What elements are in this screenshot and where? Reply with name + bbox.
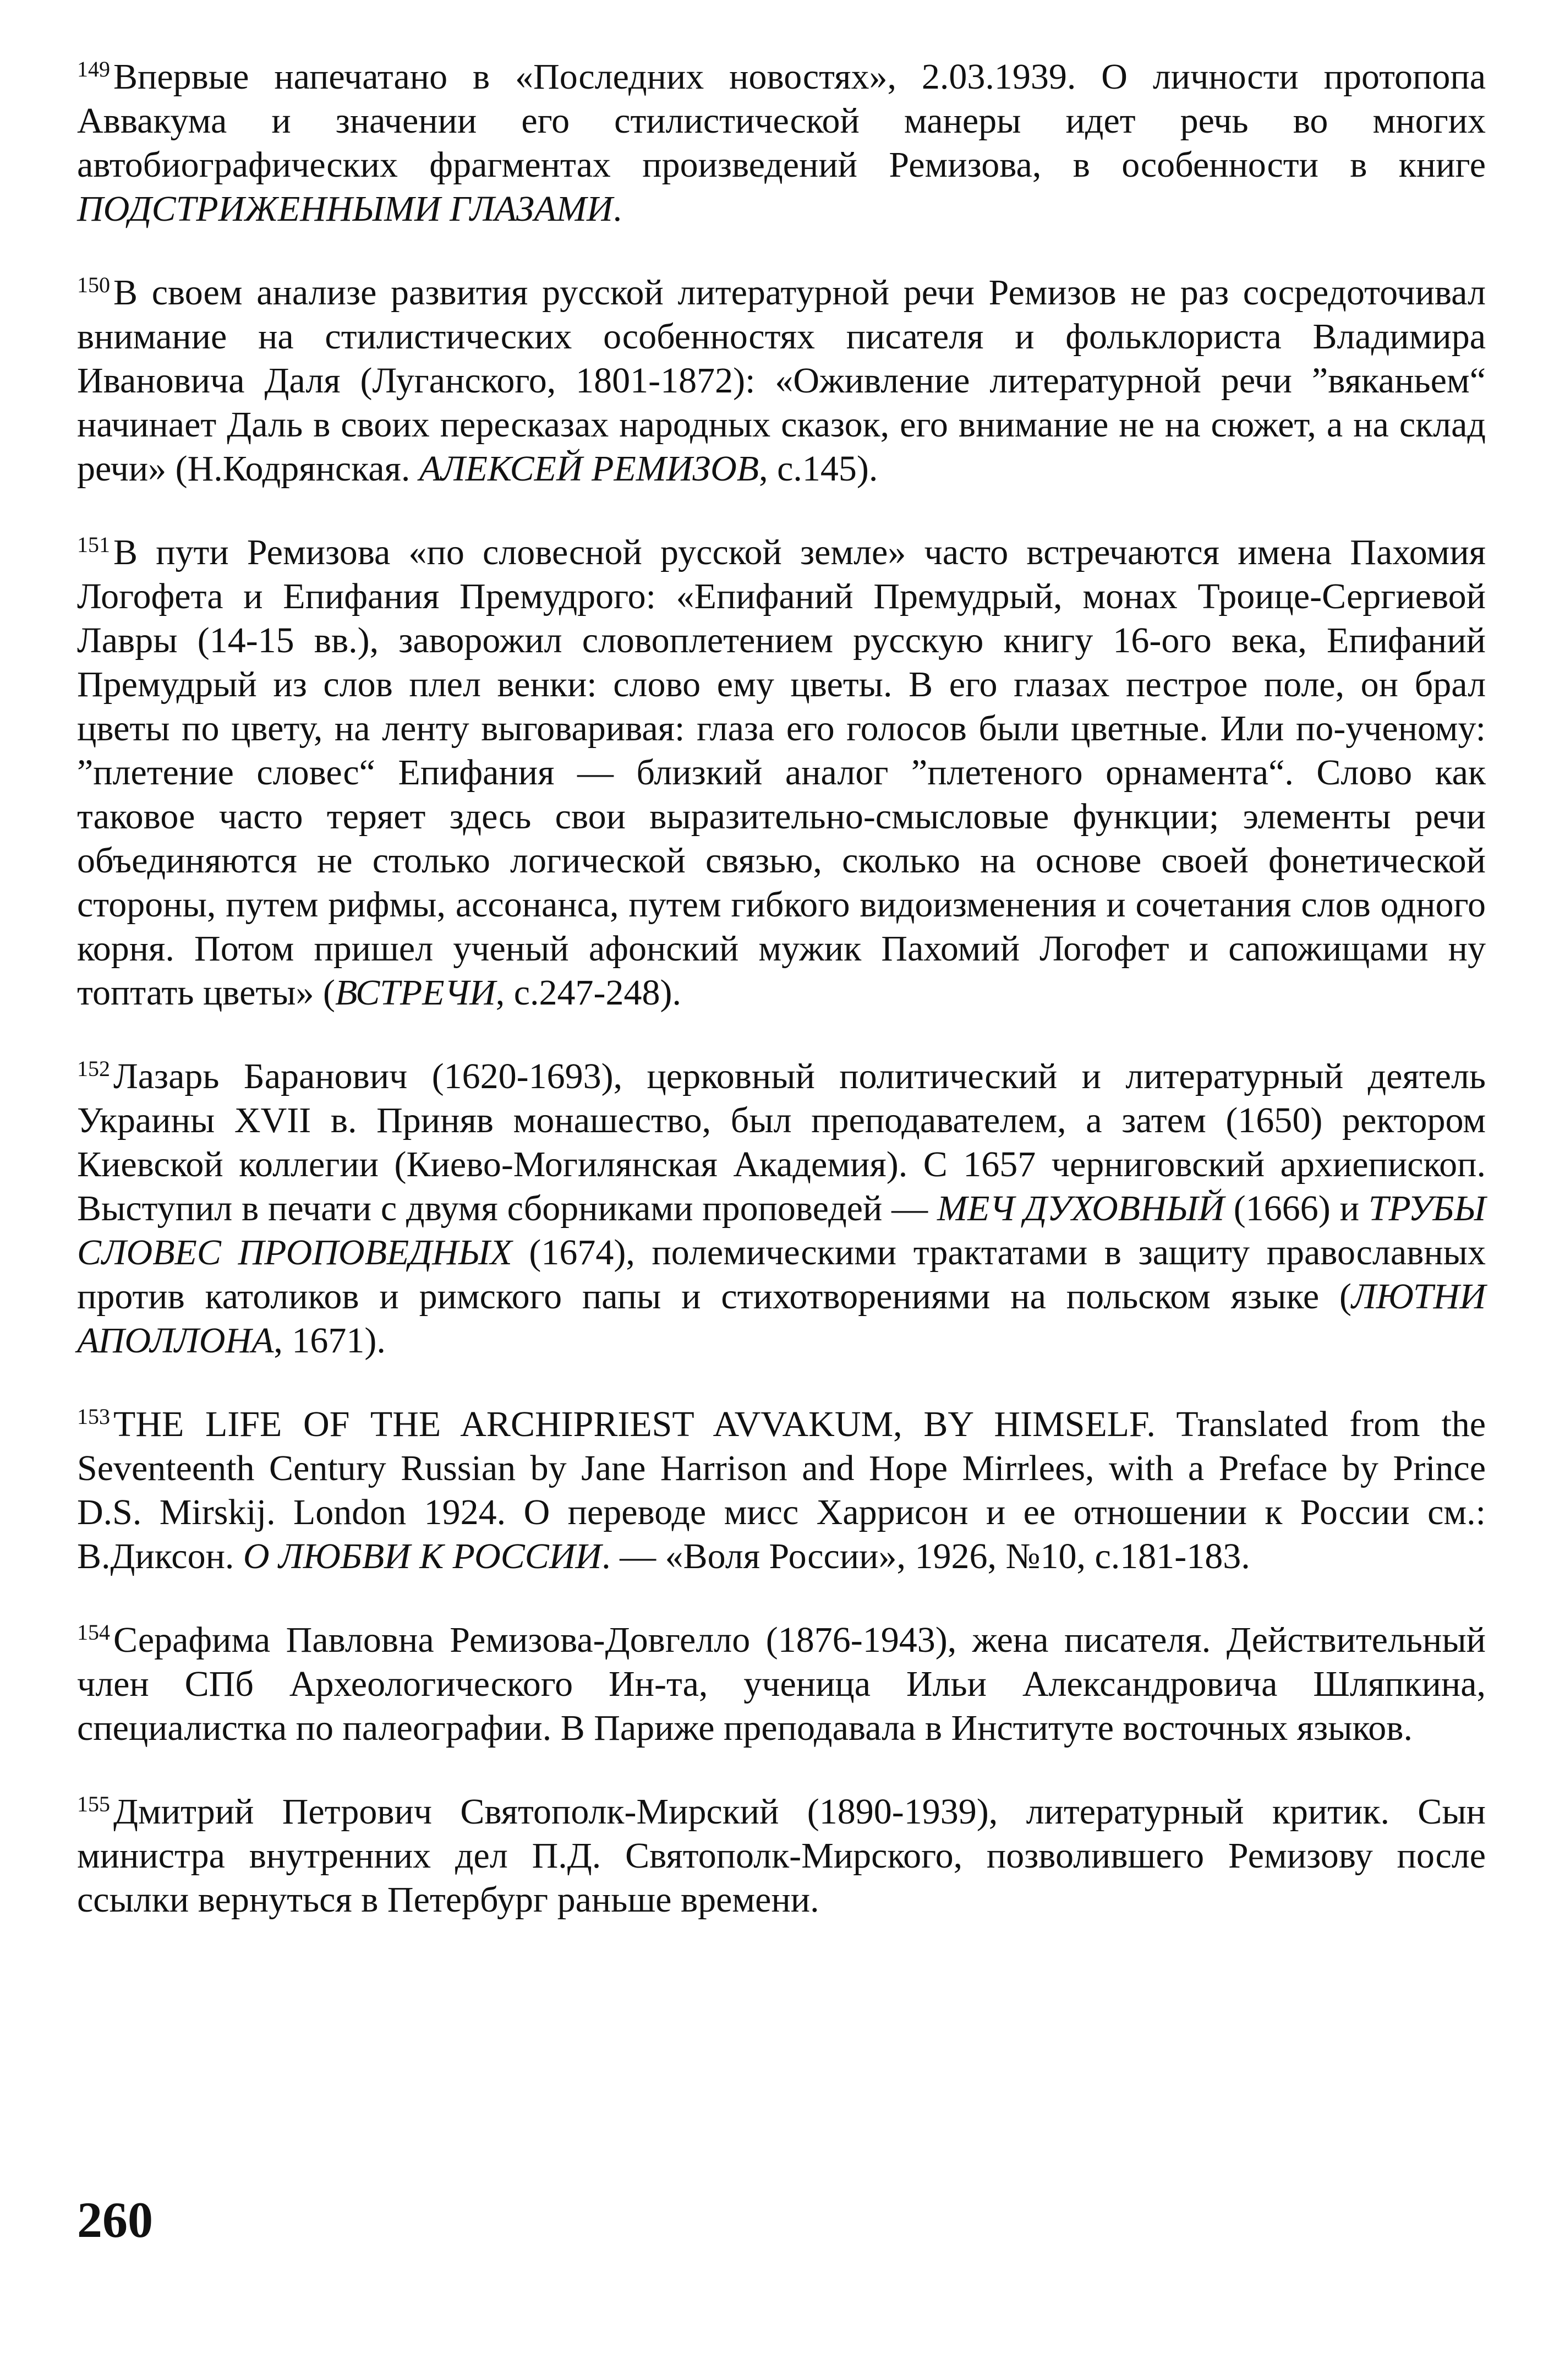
footnote-number: 149	[77, 57, 110, 81]
footnote-text: , 1671).	[273, 1320, 386, 1361]
book-title: ПОДСТРИЖЕННЫМИ ГЛАЗАМИ	[77, 189, 613, 229]
footnote-number: 152	[77, 1056, 110, 1081]
footnote-number: 151	[77, 532, 110, 557]
footnote-text: В пути Ремизова «по словесной русской земле» часто встречаются имена Пахомия Логофета и Епифания Премудрого: «Епифаний Премудрый, монах Троице-Сергиевой Лавры (14-15 вв.), заворожил словоплетением русскую книгу 16-ого века, Епифаний Премудрый из слов плел венки: слово ему цветы. В его глазах пестрое поле, он брал цветы по цвету, на ленту выговаривая: глаза его голосов были цветные. Или по-ученому: ”плетение словес“ Епифания — близкий аналог ”плетеного орнамента“. Слово как таковое часто теряет здесь свои выразительно-смысловые функции; элементы речи объединяются не столько логической связью, сколько на основе своей фонетической стороны, путем рифмы, ассонанса, путем гибкого видоизменения и сочетания слов одного корня. Потом пришел ученый афонский мужик Пахомий Логофет и сапожищами ну топтать цветы» (	[77, 532, 1486, 1013]
footnote-155	[77, 1790, 1486, 1922]
footnote-text: В своем анализе развития русской литературной речи Ремизов не раз сосредоточивал внимание на стилистических особенностях писателя и фольклориста Владимира Ивановича Даля (Луганского, 1801-1872): «Оживление литературной речи ”вяканьем“ начинает Даль в своих пересказах народных сказок, его внимание не на сюжет, а на склад речи» (Н.Кодрянская.	[77, 272, 1486, 489]
footnote-number: 153	[77, 1404, 110, 1429]
footnote-text: , с.247-248).	[495, 973, 682, 1013]
book-title: ЛЮТНИ АПОЛЛОНА	[77, 1276, 1486, 1361]
book-title: ТРУБЫ СЛОВЕС ПРОПОВЕДНЫХ	[77, 1188, 1486, 1273]
footnote-151	[77, 531, 1486, 1015]
book-title: ВСТРЕЧИ	[335, 973, 496, 1013]
footnote-number: 154	[77, 1620, 110, 1645]
footnote-text: .	[612, 189, 622, 229]
footnote-152	[77, 1055, 1486, 1363]
footnote-text: (1674), полемическими трактатами в защиту православных против католиков и римского папы и стихотворениями на польском языке (	[77, 1232, 1486, 1317]
footnote-number: 150	[77, 272, 110, 297]
footnote-150	[77, 271, 1486, 491]
book-title: О ЛЮБВИ К РОССИИ	[243, 1536, 602, 1576]
footnote-text: THE LIFE OF THE ARCHIPRIEST AVVAKUM, BY HIMSELF. Translated from the Seventeenth Century Russian by Jane Harrison and Hope Mirrlees, with a Preface by Prince D.S. Mirskij. London 1924. О переводе мисс Харрисон и ее отношении к России см.: В.Диксон.	[77, 1404, 1486, 1576]
footnote-149	[77, 55, 1486, 231]
footnote-154	[77, 1618, 1486, 1750]
footnote-text: Впервые напечатано в «Последних новостях», 2.03.1939. О личности протопопа Аввакума и значении его стилистической манеры идет речь во многих автобиографических фрагментах произведений Ремизова, в особенности в книге	[77, 57, 1486, 185]
page-number: 260	[77, 2192, 153, 2248]
footnote-text: Дмитрий Петрович Святополк-Мирский (1890-1939), литературный критик. Сын министра внутренних дел П.Д. Святополк-Мирского, позволившего Ремизову после ссылки вернуться в Петербург раньше времени.	[77, 1792, 1486, 1920]
footnote-153	[77, 1402, 1486, 1579]
book-title: АЛЕКСЕЙ РЕМИЗОВ	[419, 449, 759, 489]
footnote-number: 155	[77, 1792, 110, 1816]
footnotes-column	[77, 55, 1486, 1962]
footnote-text: Серафима Павловна Ремизова-Довгелло (1876-1943), жена писателя. Действительный член СПб Археологического Ин-та, ученица Ильи Александровича Шляпкина, специалистка по палеографии. В Париже преподавала в Институте восточных языков.	[77, 1620, 1486, 1748]
footnote-text: (1666) и	[1224, 1188, 1369, 1229]
book-title: МЕЧ ДУХОВНЫЙ	[937, 1188, 1224, 1229]
footnote-text: Лазарь Баранович (1620-1693), церковный политический и литературный деятель Украины XVII в. Приняв монашество, был преподавателем, а затем (1650) ректором Киевской коллегии (Киево-Могилянская Академия). С 1657 черниговский архиепископ. Выступил в печати с двумя сборниками проповедей —	[77, 1056, 1486, 1229]
footnote-text: , с.145).	[759, 449, 878, 489]
footnote-text: . — «Воля России», 1926, №10, с.181-183.	[601, 1536, 1250, 1576]
